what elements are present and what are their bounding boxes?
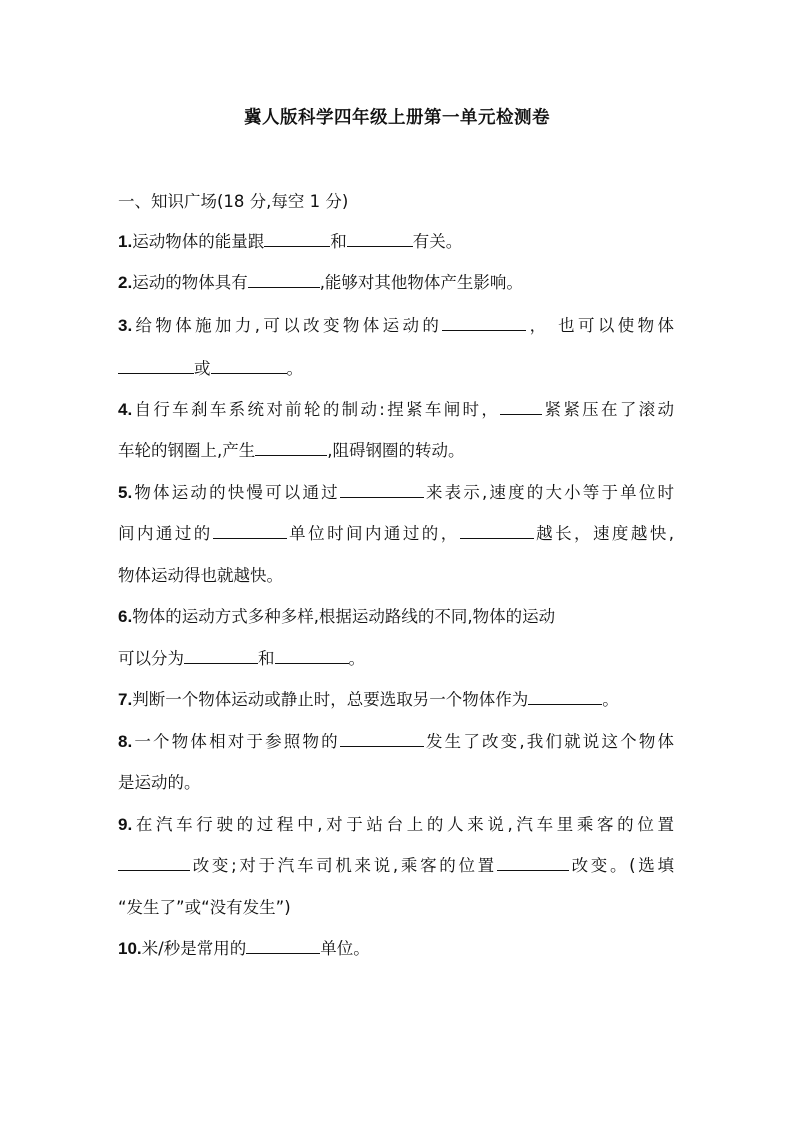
question-6-line-2: [118, 647, 365, 671]
question-number: 4.: [118, 400, 133, 419]
question-text: 。: [602, 690, 619, 709]
question-number: 8.: [118, 732, 133, 751]
answer-blank[interactable]: [340, 481, 424, 498]
answer-blank[interactable]: [118, 357, 194, 374]
question-text: 来表示,速度的大小等于单位时: [423, 483, 674, 502]
question-text: 或: [194, 359, 211, 378]
answer-blank[interactable]: [500, 398, 542, 415]
answer-blank[interactable]: [442, 314, 526, 331]
question-number: 5.: [118, 483, 133, 502]
question-9-line-2: [118, 854, 674, 878]
question-5-line-1: [118, 481, 674, 505]
question-8-line-2: 是运动的。: [118, 773, 201, 792]
question-text: 判断一个物体运动或静止时，总要选取另一个物体作为: [132, 690, 529, 709]
question-number: 2.: [118, 273, 133, 292]
question-text: 物体的运动方式多种多样,根据运动路线的不同,物体的运动: [132, 607, 556, 626]
question-5-line-2: [118, 522, 674, 546]
question-9-line-3: “发生了”或“没有发生”): [118, 898, 291, 917]
page-title: 冀人版科学四年级上册第一单元检测卷: [244, 108, 550, 128]
answer-blank[interactable]: [213, 522, 287, 539]
question-number: 3.: [118, 316, 133, 335]
question-text: 在汽车行驶的过程中,对于站台上的人来说,汽车里乘客的位置: [132, 815, 674, 834]
answer-blank[interactable]: [255, 439, 327, 456]
question-text: 运动物体的能量跟: [132, 232, 265, 251]
question-text: 一个物体相对于参照物的: [132, 732, 340, 751]
answer-blank[interactable]: [211, 357, 287, 374]
question-3-line-2: [118, 357, 303, 381]
question-text: ， 也可以使物体: [526, 316, 674, 335]
question-text: 单位。: [320, 939, 370, 958]
question-text: 紧紧压在了滚动: [542, 400, 675, 419]
question-text: ,能够对其他物体产生影响。: [319, 273, 523, 292]
answer-blank[interactable]: [347, 230, 413, 247]
answer-blank[interactable]: [497, 854, 569, 871]
answer-blank[interactable]: [275, 647, 349, 664]
question-1: [118, 230, 462, 254]
question-text: 运动的物体具有: [132, 273, 248, 292]
question-number: 6.: [118, 607, 133, 626]
question-9-line-1: [118, 813, 674, 837]
question-7: [118, 688, 619, 712]
question-text: 改变;对于汽车司机来说,乘客的位置: [190, 856, 497, 875]
question-text: 可以分为: [118, 649, 184, 668]
question-8-line-1: [118, 730, 674, 754]
answer-blank[interactable]: [528, 688, 602, 705]
answer-blank[interactable]: [460, 522, 534, 539]
question-5-line-3: 物体运动得也就越快。: [118, 566, 283, 585]
question-4-line-2: [118, 439, 465, 463]
question-text: 自行车刹车系统对前轮的制动:捏紧车闸时，: [132, 400, 501, 419]
question-2: [118, 271, 523, 295]
question-text: 间内通过的: [118, 524, 213, 543]
answer-blank[interactable]: [248, 271, 320, 288]
question-text: 改变。(选填: [568, 856, 674, 875]
answer-blank[interactable]: [118, 854, 190, 871]
question-text: 发生了改变,我们就说这个物体: [423, 732, 674, 751]
question-text: ,阻碍钢圈的转动。: [327, 441, 465, 460]
question-text: 。: [348, 649, 365, 668]
answer-blank[interactable]: [184, 647, 258, 664]
question-text: 车轮的钢圈上,产生: [118, 441, 256, 460]
question-number: 10.: [118, 939, 142, 958]
question-text: 越长，速度越快,: [533, 524, 675, 543]
section-heading: 一、知识广场(18 分,每空 1 分): [118, 192, 349, 211]
question-number: 7.: [118, 690, 133, 709]
question-number: 9.: [118, 815, 133, 834]
question-text: 给物体施加力,可以改变物体运动的: [132, 316, 443, 335]
question-text: 和: [258, 649, 275, 668]
question-10: [118, 937, 370, 961]
answer-blank[interactable]: [264, 230, 330, 247]
question-text: 。: [286, 359, 303, 378]
answer-blank[interactable]: [340, 730, 424, 747]
question-number: 1.: [118, 232, 133, 251]
question-text: 单位时间内通过的，: [286, 524, 460, 543]
question-3-line-1: [118, 314, 674, 338]
question-text: 米/秒是常用的: [141, 939, 247, 958]
question-6-line-1: [118, 605, 555, 629]
question-text: 和: [330, 232, 347, 251]
answer-blank[interactable]: [246, 937, 320, 954]
question-text: 有关。: [412, 232, 463, 251]
question-4-line-1: [118, 398, 674, 422]
question-text: 物体运动的快慢可以通过: [132, 483, 340, 502]
